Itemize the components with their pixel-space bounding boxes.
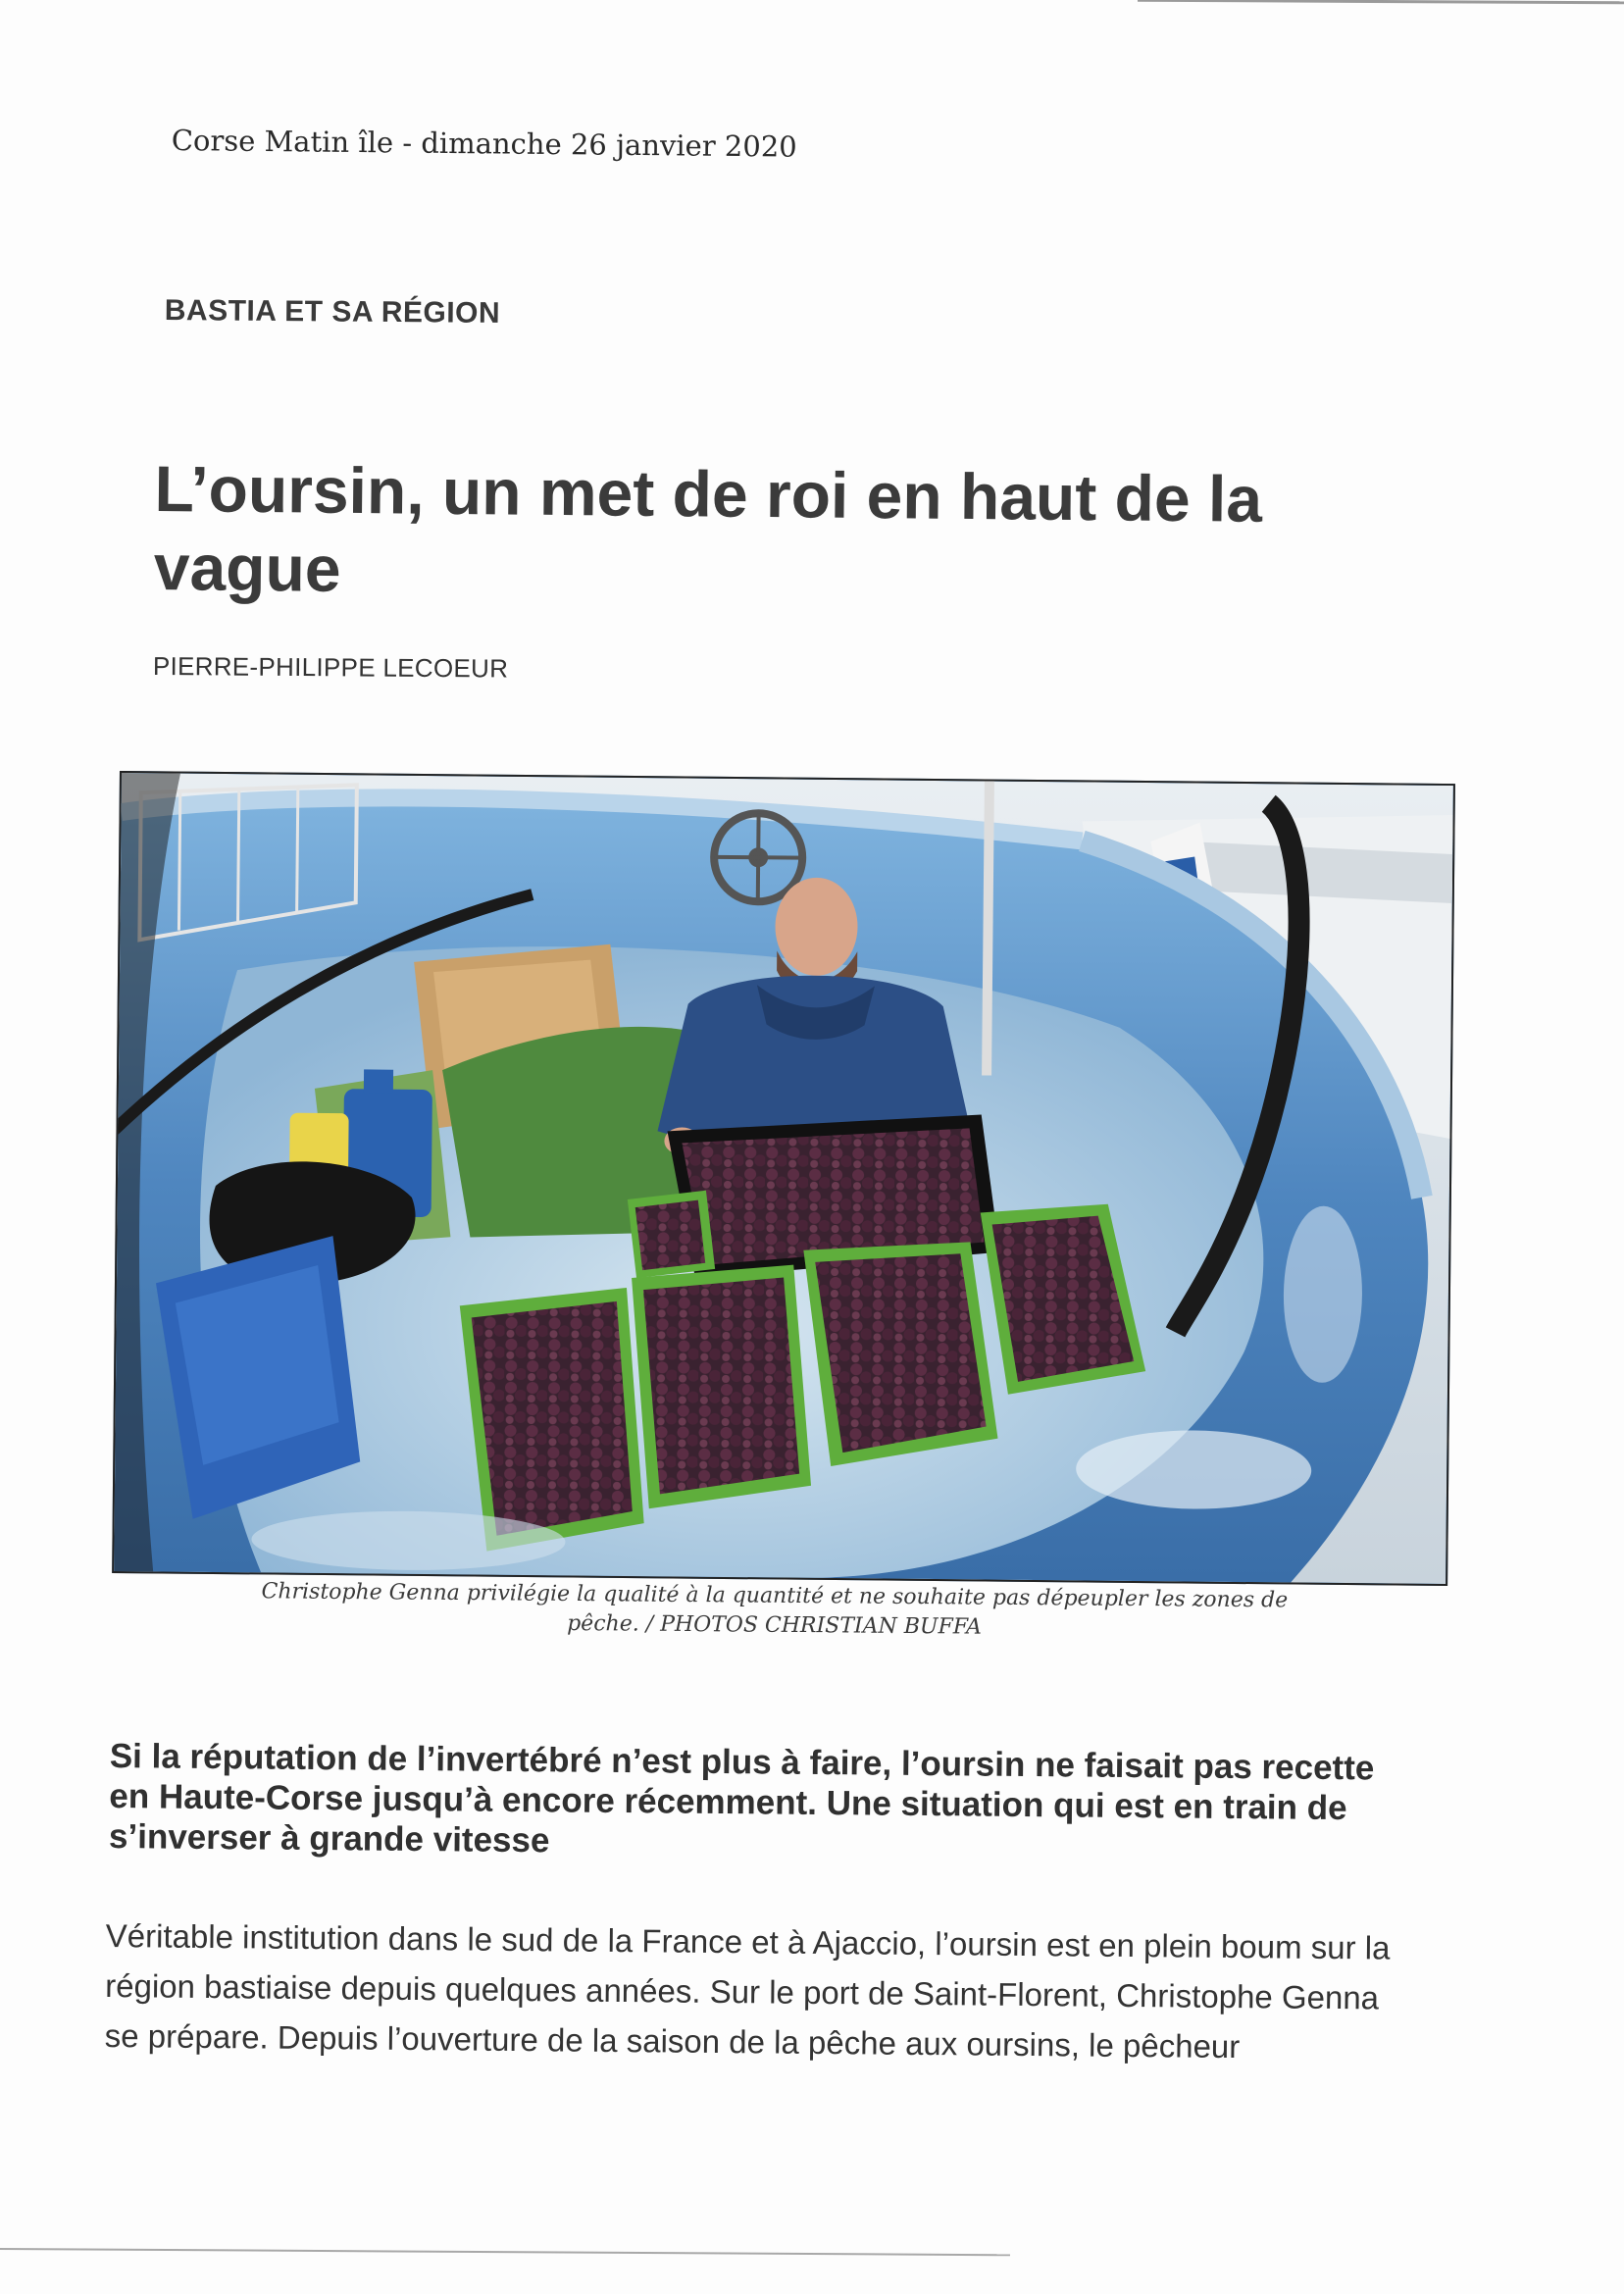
article-body: Véritable institution dans le sud de la France et à Ajaccio, l’oursin est en plein boum sur la région bastiaise depuis quelques années. Sur le port de Saint-Florent, Christophe Genna se prépare. Depuis l’ouverture de la saison de la pêche aux oursins, le pêcheur bbox=[104, 1916, 1391, 2065]
photo-caption: Christophe Genna privilégie la qualité à la quantité et ne souhaite pas dépeupler les zones de pêche. / PHOTOS CHRISTIAN BUFFA bbox=[261, 1579, 1289, 1640]
section-label: BASTIA ET SA RÉGION bbox=[164, 294, 501, 330]
article-headline: L’oursin, un met de roi en haut de la vague bbox=[153, 451, 1263, 605]
scan-edge-bottom bbox=[0, 2248, 1010, 2256]
photo-fisherman-urchins bbox=[114, 773, 1453, 1584]
article-photo bbox=[112, 771, 1455, 1586]
publication-source: Corse Matin île - dimanche 26 janvier 2020 bbox=[171, 124, 797, 164]
scan-edge-top bbox=[1138, 0, 1624, 4]
article-byline: PIERRE-PHILIPPE LECOEUR bbox=[152, 651, 509, 684]
article-lead: Si la réputation de l’invertébré n’est plus à faire, l’oursin ne faisait pas recette en Haute-Corse jusqu’à encore récemment. Une situation qui est en train de s’inverser à grande vitesse bbox=[108, 1737, 1375, 1861]
